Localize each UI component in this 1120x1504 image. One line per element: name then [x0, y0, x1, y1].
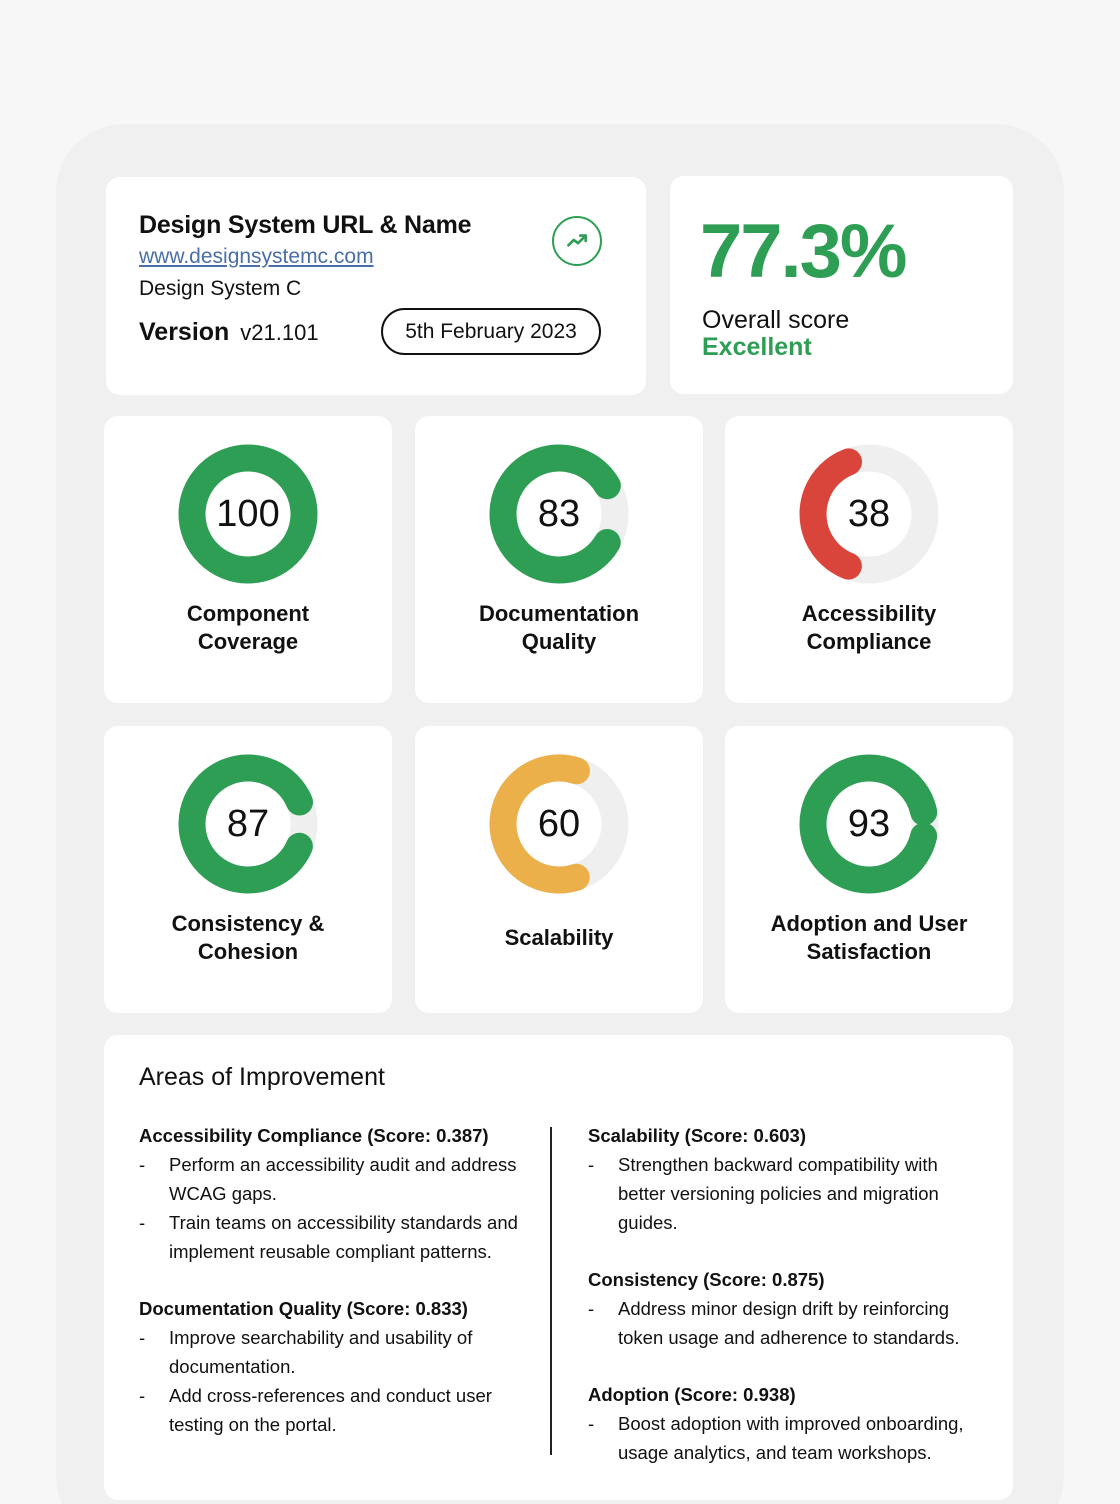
metric-card-documentation-quality: [415, 416, 703, 703]
improvement-group: [588, 1121, 988, 1237]
metric-card-accessibility-compliance: [725, 416, 1013, 703]
date-badge: 5th February 2023: [381, 308, 601, 355]
overall-score-label: Overall score: [702, 306, 850, 334]
info-title: Design System URL & Name: [139, 211, 472, 239]
trending-up-icon[interactable]: [552, 216, 602, 266]
improvement-heading: Consistency (Score: 0.875): [588, 1269, 825, 1290]
metric-card-adoption-satisfaction: [725, 726, 1013, 1013]
metric-label: Scalability: [504, 925, 614, 950]
bullet-dash: -: [139, 1385, 146, 1406]
improvement-text: Train teams on accessibility standards and implement reusable compliant patterns.: [169, 1212, 518, 1262]
column-divider: [550, 1127, 552, 1455]
areas-of-improvement-card: [104, 1035, 1013, 1500]
overall-score-rating: Excellent: [702, 333, 812, 361]
areas-title: Areas of Improvement: [139, 1063, 385, 1091]
improvement-heading: Adoption (Score: 0.938): [588, 1384, 796, 1405]
design-system-url-link[interactable]: www.designsystemc.com: [139, 245, 374, 268]
improvement-item: [139, 1323, 539, 1381]
improvement-item: [139, 1208, 539, 1266]
improvement-text: Boost adoption with improved onboarding, usage analytics, and team workshops.: [618, 1413, 964, 1463]
improvement-group: [588, 1265, 988, 1352]
improvement-item: [139, 1150, 539, 1208]
metric-label: Accessibility Compliance: [801, 601, 937, 654]
metric-card-consistency-cohesion: [104, 726, 392, 1013]
metric-label: Documentation Quality: [478, 601, 640, 654]
improvement-text: Improve searchability and usability of documentation.: [169, 1327, 473, 1377]
improvement-item: [588, 1409, 988, 1467]
version-value: v21.101: [240, 320, 319, 345]
bullet-dash: -: [588, 1298, 595, 1319]
improvement-text: Perform an accessibility audit and address WCAG gaps.: [169, 1154, 517, 1204]
bullet-dash: -: [588, 1154, 595, 1175]
improvement-column-left: [139, 1121, 539, 1467]
metric-value: 87: [226, 802, 270, 845]
improvement-item: [588, 1150, 988, 1237]
bullet-dash: -: [139, 1154, 146, 1175]
improvement-group: [139, 1121, 539, 1266]
version-row: [139, 318, 319, 347]
overall-score-value: 77.3%: [700, 209, 906, 294]
improvement-group: [139, 1294, 539, 1439]
improvement-text: Add cross-references and conduct user testing on the portal.: [169, 1385, 492, 1435]
improvement-heading: Accessibility Compliance (Score: 0.387): [139, 1125, 489, 1146]
improvement-group: [588, 1380, 988, 1467]
metric-value: 100: [216, 492, 280, 535]
version-label: Version: [139, 318, 230, 346]
metric-label: Consistency & Cohesion: [171, 911, 325, 964]
improvement-text: Strengthen backward compatibility with better versioning policies and migration guides.: [618, 1154, 939, 1233]
improvement-heading: Scalability (Score: 0.603): [588, 1125, 806, 1146]
design-system-name: Design System C: [139, 277, 302, 300]
metric-label: Adoption and User Satisfaction: [770, 911, 968, 964]
bullet-dash: -: [139, 1212, 146, 1233]
improvement-item: [139, 1381, 539, 1439]
metric-value: 83: [537, 492, 581, 535]
improvement-text: Address minor design drift by reinforcing token usage and adherence to standards.: [618, 1298, 960, 1348]
design-system-info-card: [106, 177, 646, 395]
improvement-column-right: [588, 1121, 988, 1495]
metric-label: Component Coverage: [186, 601, 310, 654]
bullet-dash: -: [139, 1327, 146, 1348]
improvement-heading: Documentation Quality (Score: 0.833): [139, 1298, 468, 1319]
metric-card-scalability: [415, 726, 703, 1013]
metric-value: 93: [847, 802, 891, 845]
bullet-dash: -: [588, 1413, 595, 1434]
overall-score-card: [670, 176, 1013, 394]
metric-card-component-coverage: [104, 416, 392, 703]
improvement-item: [588, 1294, 988, 1352]
metric-value: 38: [847, 492, 891, 535]
metric-value: 60: [537, 802, 581, 845]
